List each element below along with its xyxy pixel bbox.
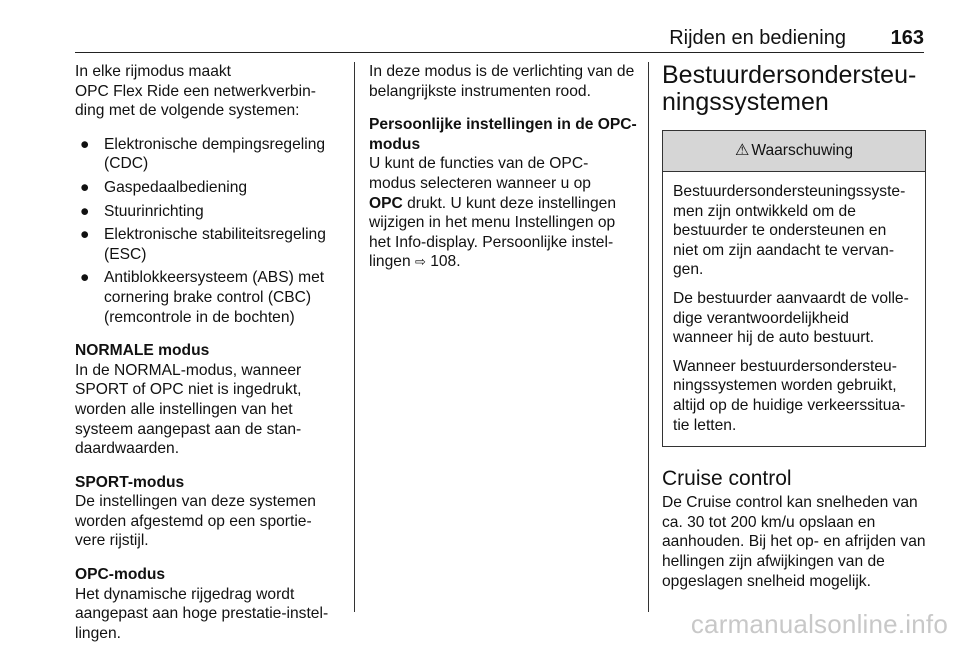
- section-heading: Bestuurdersondersteu- ningssystemen: [662, 61, 917, 116]
- opc-mode-heading: OPC-modus: [75, 566, 166, 584]
- page-reference-icon: ⇨: [414, 254, 426, 270]
- page-header: [75, 24, 924, 53]
- systems-list: [75, 135, 343, 327]
- personal-settings-heading: Persoonlijke instellingen in de OPC-: [369, 116, 637, 134]
- list-item: ● Antiblokkeersysteem (ABS) met cornering brake control (CBC) (remcontrole in de bochten): [80, 269, 325, 326]
- bullet-icon: ●: [80, 135, 90, 153]
- bullet-icon: ●: [80, 269, 90, 287]
- warning-icon: ⚠: [734, 142, 750, 160]
- list-item: ● Elektronische stabiliteitsregeling (ESC): [80, 226, 326, 263]
- column-divider-2: [648, 62, 649, 612]
- list-item: ● Gaspedaalbediening: [80, 178, 248, 196]
- list-item: ● Stuurinrichting: [80, 202, 204, 220]
- normal-mode-section: NORMALE modus In de NORMAL-modus, wanneer SPORT of OPC niet is ingedrukt, worden alle instellingen van het systeem aangepast aan de stan- daardwaarden.: [75, 341, 343, 459]
- sport-mode-heading: SPORT-modus: [75, 473, 185, 491]
- column-2: [369, 62, 637, 286]
- opc-button-label: OPC: [369, 194, 403, 212]
- intro-paragraph: In elke rijmodus maakt OPC Flex Ride een netwerkverbin- ding met de volgende systemen:: [75, 63, 316, 120]
- lighting-paragraph: In deze modus is de verlichting van de belangrijkste instrumenten rood.: [369, 63, 635, 100]
- opc-mode-section: OPC-modus Het dynamische rijgedrag wordt aangepast aan hoge prestatie-instel- lingen.: [75, 565, 343, 643]
- warning-box: [662, 130, 926, 447]
- cruise-control-heading: Cruise control: [662, 467, 792, 491]
- bullet-icon: ●: [80, 226, 90, 244]
- normal-mode-heading: NORMALE modus: [75, 342, 210, 360]
- column-divider-1: [354, 62, 355, 612]
- warning-header: [663, 131, 925, 172]
- warning-body: Bestuurdersondersteuningssyste- men zijn ontwikkeld om de bestuurder te ondersteunen en niet om zijn aandacht te vervan- gen. De bestuurder aanvaardt de volle- dige verantwoordelijkheid wanneer hij de auto bestuurt. Wanneer bestuurdersondersteu- ningssystemen worden gebruikt, altijd op de huidige verkeerssitua- tie letten.: [673, 183, 909, 434]
- watermark: carmanualsonline.info: [690, 609, 948, 639]
- column-1: [75, 62, 343, 657]
- bullet-icon: ●: [80, 202, 90, 220]
- page-number: 163: [890, 27, 924, 49]
- personal-settings-section: Persoonlijke instellingen in de OPC- modus U kunt de functies van de OPC- modus selecteren wanneer u op OPC drukt. U kunt deze instellingen wijzigen in het menu Instellingen op het Info-display. Persoonlijke instel- lingen ⇨ 108.: [369, 116, 637, 271]
- section-title: Rijden en bediening: [669, 27, 846, 49]
- warning-label: Waarschuwing: [751, 142, 854, 160]
- sport-mode-section: SPORT-modus De instellingen van deze systemen worden afgestemd op een sportie- vere rijstijl.: [75, 473, 343, 551]
- cruise-control-paragraph: De Cruise control kan snelheden van ca. 30 tot 200 km/u opslaan en aanhouden. Bij het op- en afrijden van hellingen zijn afwijkingen van de opgeslagen snelheid mogelijk.: [662, 494, 926, 590]
- list-item: ● Elektronische dempingsregeling (CDC): [80, 135, 326, 173]
- column-3: [662, 62, 926, 605]
- bullet-icon: ●: [80, 178, 90, 196]
- page-reference: 108.: [425, 253, 461, 271]
